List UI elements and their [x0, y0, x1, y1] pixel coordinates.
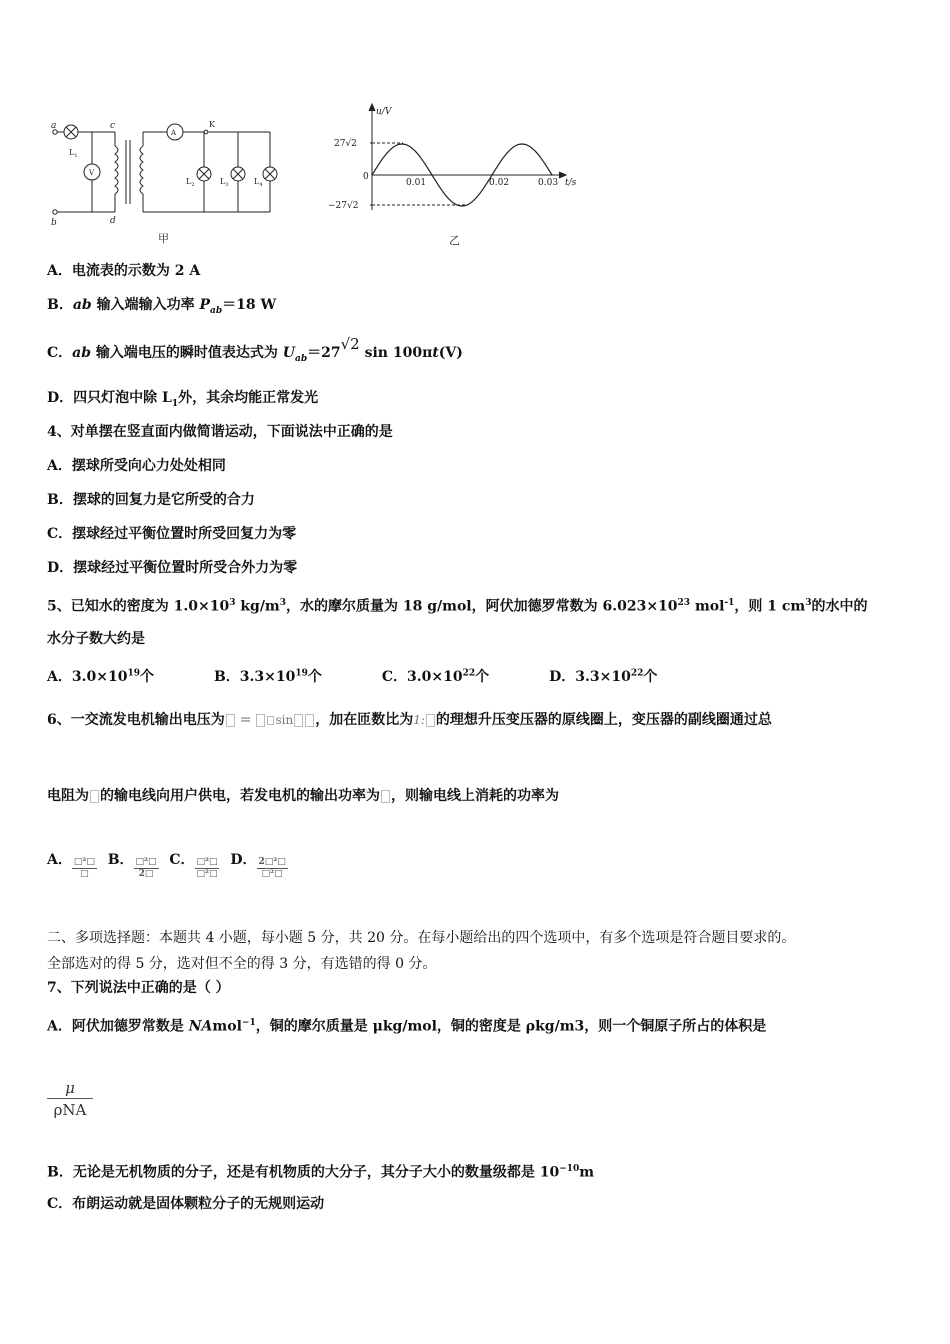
q7-option-c: C．布朗运动就是固体颗粒分子的无规则运动: [47, 1196, 325, 1212]
svg-text:0.02: 0.02: [489, 178, 510, 188]
q7-option-b: B．无论是无机物质的分子，还是有机物质的大分子，其分子大小的数量级都是 $10^{-10}m$: [47, 1164, 595, 1181]
svg-text:0.03: 0.03: [538, 178, 559, 188]
q4-option-c: C．摆球经过平衡位置时所受回复力为零: [47, 526, 297, 542]
q6-option-b: B．: [107, 852, 134, 868]
q7-volume-fraction: μ ρNA: [47, 1078, 93, 1121]
svg-text:0: 0: [363, 172, 369, 182]
svg-text:L3: $L_3$: [220, 177, 229, 188]
q5-stem-line2: 水分子数大约是: [47, 631, 145, 647]
q4-option-d: D．摆球经过平衡位置时所受合外力为零: [47, 560, 298, 576]
svg-text:L4: $L_4$: [254, 177, 263, 188]
section2-heading: 二、多项选择题：本题共 4 小题，每小题 5 分，共 20 分。在每小题给出的四个选项中，有多个选项是符合题目要求的。: [47, 930, 796, 946]
q6-option-d: D．: [230, 852, 257, 868]
q6-options: [47, 840, 294, 880]
wave-point: [551, 174, 552, 175]
svg-text:27√2: 27√2: [334, 139, 357, 149]
wave-point: [401, 143, 402, 144]
svg-text:K: K: [209, 120, 215, 129]
waveform-figure-yi: [325, 100, 590, 250]
q3-option-c: C．ab 输入端电压的瞬时值表达式为 $U_{ab}=27√2$ sin 100πt(V): [47, 335, 463, 364]
wave-point: [521, 143, 522, 144]
svg-text:u/V: u/V: [376, 107, 392, 117]
svg-text:t/s: t/s: [565, 178, 577, 188]
q4-option-b: B．摆球的回复力是它所受的合力: [47, 492, 255, 508]
svg-text:a: a: [51, 121, 57, 131]
q5-option-c: C．$3.0\times 10^{22}$个: [381, 668, 490, 685]
section2-instructions: 全部选对的得 5 分，选对但不全的得 3 分，有选错的得 0 分。: [47, 956, 437, 972]
q5-option-b: B．$3.3\times 10^{19}$个: [213, 668, 322, 685]
q6-option-a: A．: [47, 852, 72, 868]
svg-text:V: V: [89, 169, 95, 177]
q5-option-d: D．$3.3\times 10^{22}$个: [549, 668, 658, 685]
q6-fraction-b: $\frac{\text{□²□}}{2□}$: [135, 857, 157, 879]
q3-option-d: D．四只灯泡中除 $L_1$外，其余均能正常发光: [47, 390, 319, 409]
svg-text:甲: 甲: [158, 232, 169, 245]
svg-text:d: d: [110, 216, 116, 226]
wave-point: [371, 174, 372, 175]
q7-option-a: A．阿伏加德罗常数是 NAmol$^{-1}$，铜的摩尔质量是 μkg/mol，铜的密度是 ρkg/m3，则一个铜原子所占的体积是: [47, 1018, 767, 1035]
q6-stem: 6、一交流发电机输出电压为 = sin ，加在匝数比为1: 的理想升压变压器的原线圈上，变压器的副线圈通过总: [47, 712, 772, 728]
svg-text:b: b: [51, 218, 57, 228]
switch-k: [204, 130, 208, 134]
q5-option-a: A．$3.0\times 10^{19}$个: [47, 668, 154, 685]
svg-text:c: c: [110, 121, 116, 131]
circuit-figure-jia: [40, 118, 290, 248]
svg-text:A: A: [171, 129, 177, 137]
q7-stem: 7、下列说法中正确的是（ ）: [47, 980, 230, 996]
q6-option-c: C．: [169, 852, 195, 868]
svg-text:−27√2: −27√2: [328, 201, 359, 211]
q6-fraction-d: $\frac{\text{2□²□}}{\text{□²□}}$: [258, 857, 286, 879]
q3-option-b: B．ab 输入端输入功率 $P_{ab}=18$ W: [47, 297, 277, 316]
q4-option-a: A．摆球所受向心力处处相同: [47, 458, 226, 474]
q4-stem: 4、对单摆在竖直面内做简谐运动，下面说法中正确的是: [47, 424, 393, 440]
svg-text:0.01: 0.01: [406, 178, 427, 188]
q6-fraction-a: $\frac{\text{□²□}}{□}$: [73, 857, 95, 879]
wave-point: [461, 205, 462, 206]
q5-stem: 5、已知水的密度为 $1.0\times 10^3$ $kg/m^3$，水的摩尔质量为 18 g/mol，阿伏加德罗常数为 $6.023\times 10^{23}$ mol$^{-1}$，则 1 $cm^3$的水中的: [47, 598, 868, 615]
svg-text:乙: 乙: [449, 234, 460, 247]
wave-point: [431, 174, 432, 175]
terminal-b: [53, 210, 57, 214]
svg-text:L1: $L_1$: [69, 148, 78, 159]
q6-stem-line2: 电阻为 的输电线向用户供电，若发电机的输出功率为 ，则输电线上消耗的功率为: [47, 788, 559, 804]
svg-text:L2: $L_2$: [186, 177, 195, 188]
q5-options: [47, 663, 657, 687]
q3-option-a: A．电流表的示数为 2 A: [47, 263, 201, 279]
q6-fraction-c: $\frac{\text{□²□}}{\text{□²□}}$: [196, 857, 218, 879]
wave-point: [491, 174, 492, 175]
